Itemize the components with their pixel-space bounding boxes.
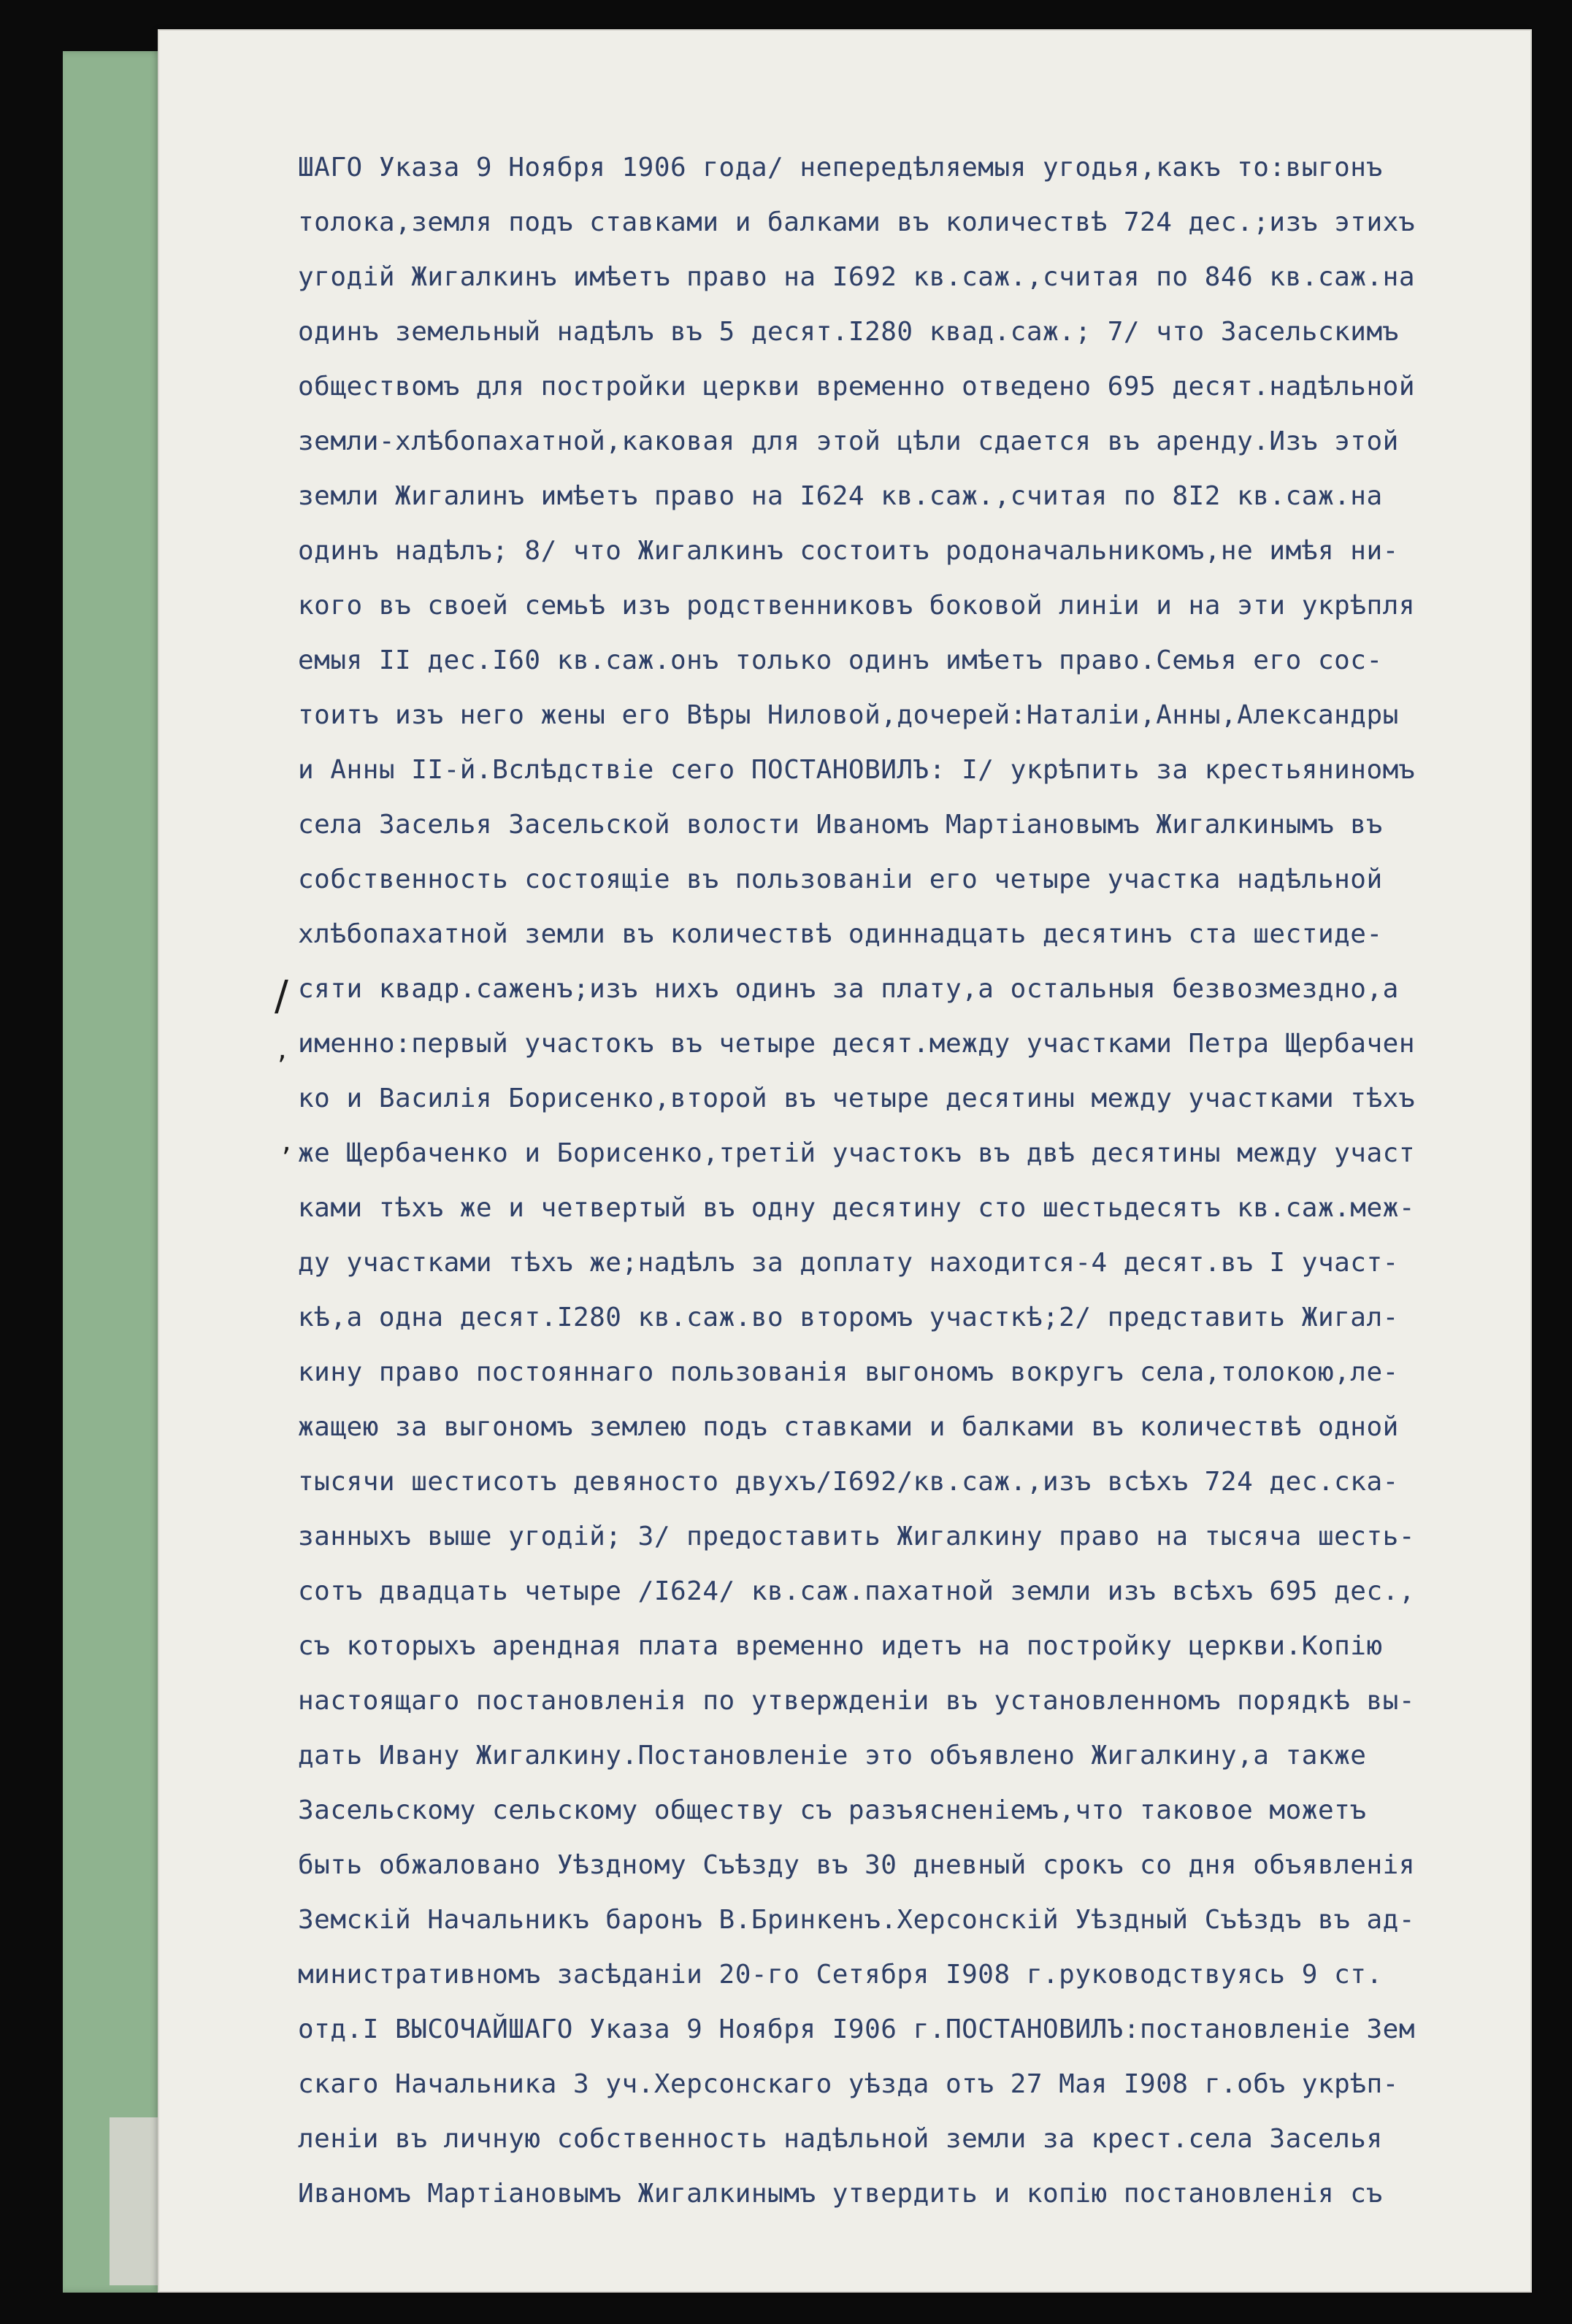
text-line-6: земли-хлѣбопахатной,каковая для этой цѣли сдается въ аренду.Изъ этой: [298, 426, 1399, 456]
text-line-5: обществомъ для постройки церкви временно отведено 695 десят.надѣльной: [298, 372, 1415, 402]
text-line-3: угодій Жигалкинъ имѣетъ право на I692 кв.саж.,считая по 846 кв.саж.на: [298, 262, 1415, 292]
text-line-32: быть обжаловано Уѣздному Съѣзду въ 30 дневный срокъ со дня объявленія: [298, 1850, 1415, 1880]
text-line-1: ШАГО Указа 9 Ноября 1906 года/ непередѣляемыя угодья,какъ то:выгонъ: [298, 153, 1383, 183]
text-line-10: емыя II дес.I60 кв.саж.онъ только одинъ имѣетъ право.Семья его сос-: [298, 645, 1383, 675]
text-line-11: тоитъ изъ него жены его Вѣры Ниловой,дочерей:Наталіи,Анны,Александры: [298, 700, 1399, 730]
text-line-14: собственность состоящіе въ пользованіи его четыре участка надѣльной: [298, 864, 1383, 894]
text-line-27: сотъ двадцать четыре /I624/ кв.саж.пахатной земли изъ всѣхъ 695 дес.,: [298, 1576, 1415, 1606]
text-line-31: Засельскому сельскому обществу съ разъясненіемъ,что таковое можетъ: [298, 1795, 1367, 1825]
text-line-35: отд.I ВЫСОЧАЙШАГО Указа 9 Ноября I906 г.ПОСТАНОВИЛЪ:постановленіе Зем: [298, 2014, 1415, 2044]
text-line-36: скаго Начальника 3 уч.Херсонскаго уѣзда отъ 27 Мая I908 г.объ укрѣп-: [298, 2069, 1399, 2099]
text-line-23: кину право постояннаго пользованія выгономъ вокругъ села,толокою,ле-: [298, 1357, 1399, 1387]
text-line-34: министративномъ засѣданіи 20-го Сетября I908 г.руководствуясь 9 ст.: [298, 1960, 1383, 1990]
text-line-25: тысячи шестисотъ девяносто двухъ/I692/кв.саж.,изъ всѣхъ 724 дес.ска-: [298, 1467, 1399, 1497]
typewritten-page: [159, 31, 1530, 2291]
text-line-12: и Анны II-й.Вслѣдствіе сего ПОСТАНОВИЛЪ: I/ укрѣпить за крестьяниномъ: [298, 755, 1415, 785]
text-line-29: настоящаго постановленія по утвержденіи въ установленномъ порядкѣ вы-: [298, 1686, 1415, 1716]
margin-mark-2: ,: [277, 1032, 287, 1066]
text-line-28: съ которыхъ арендная плата временно идетъ на постройку церкви.Копію: [298, 1631, 1383, 1661]
text-line-30: дать Ивану Жигалкину.Постановленіе это объявлено Жигалкину,а также: [298, 1741, 1367, 1771]
text-line-9: кого въ своей семьѣ изъ родственниковъ боковой линіи и на эти укрѣпля: [298, 591, 1415, 621]
text-line-17: именно:первый участокъ въ четыре десят.между участками Петра Щербачен: [298, 1029, 1415, 1059]
text-line-7: земли Жигалинъ имѣетъ право на I624 кв.саж.,считая по 8I2 кв.саж.на: [298, 481, 1383, 511]
text-line-37: леніи въ личную собственность надѣльной земли за крест.села Заселья: [298, 2124, 1383, 2154]
text-line-33: Земскій Начальникъ баронъ В.Бринкенъ.Херсонскій Уѣздный Съѣздъ въ ад-: [298, 1905, 1415, 1935]
text-line-38: Иваномъ Мартіановымъ Жигалкинымъ утвердить и копію постановленія съ: [298, 2179, 1383, 2209]
text-line-15: хлѣбопахатной земли въ количествѣ одиннадцать десятинъ ста шестиде-: [298, 919, 1383, 949]
text-line-24: жащею за выгономъ землею подъ ставками и балками въ количествѣ одной: [298, 1412, 1399, 1442]
text-line-4: одинъ земельный надѣлъ въ 5 десят.I280 квад.саж.; 7/ что Засельскимъ: [298, 317, 1399, 347]
text-line-16: сяти квадр.саженъ;изъ нихъ одинъ за плату,а остальныя безвозмездно,а: [298, 974, 1399, 1004]
text-line-2: толока,земля подъ ставками и балками въ количествѣ 724 дес.;изъ этихъ: [298, 207, 1415, 237]
text-line-22: кѣ,а одна десят.I280 кв.саж.во второмъ участкѣ;2/ представить Жигал-: [298, 1303, 1399, 1332]
text-line-19: же Щербаченко и Борисенко,третій участокъ въ двѣ десятины между участ: [298, 1138, 1415, 1168]
margin-mark-3: ,: [282, 1124, 291, 1158]
text-line-21: ду участками тѣхъ же;надѣлъ за доплату находится-4 десят.въ I участ-: [298, 1248, 1399, 1278]
typed-text-block: [298, 140, 1525, 2221]
text-line-13: села Заселья Засельской волости Иваномъ Мартіановымъ Жигалкинымъ въ: [298, 810, 1383, 840]
text-line-26: занныхъ выше угодій; 3/ предоставить Жигалкину право на тысяча шесть-: [298, 1522, 1415, 1552]
text-line-8: одинъ надѣлъ; 8/ что Жигалкинъ состоитъ родоначальникомъ,не имѣя ни-: [298, 536, 1399, 566]
text-line-18: ко и Василія Борисенко,второй въ четыре десятины между участками тѣхъ: [298, 1084, 1415, 1113]
text-line-20: ками тѣхъ же и четвертый въ одну десятину сто шестьдесятъ кв.саж.меж-: [298, 1193, 1415, 1223]
margin-mark-1: /: [275, 973, 288, 1020]
